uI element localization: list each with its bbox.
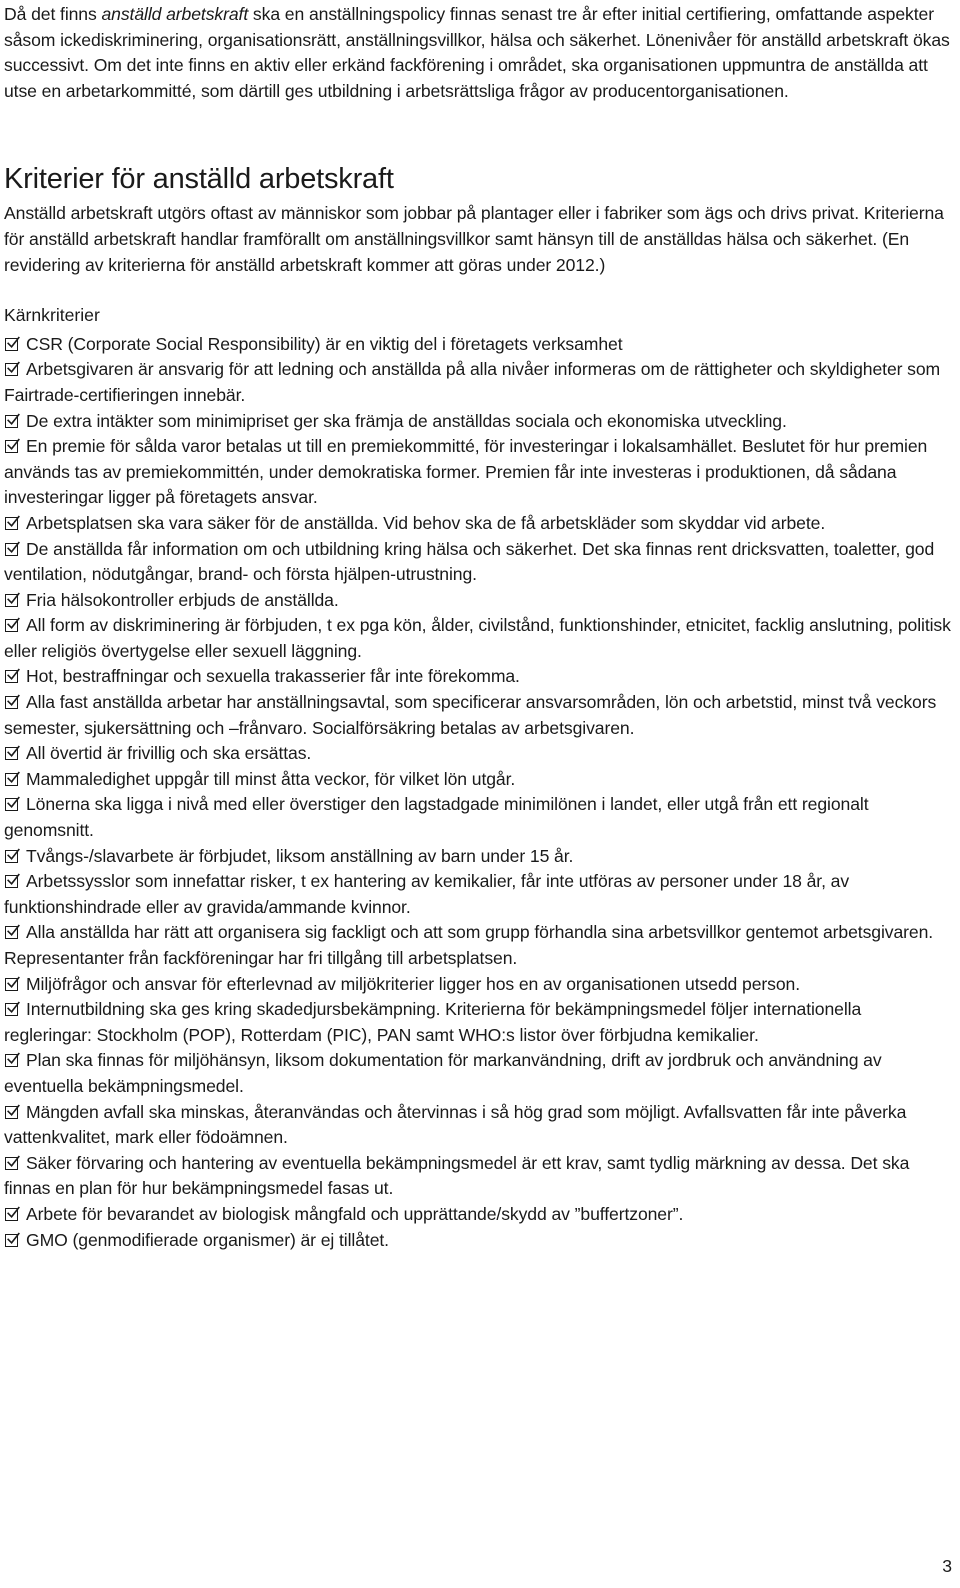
criterion-item xyxy=(4,613,952,664)
checkbox-checked-icon xyxy=(5,594,18,607)
criterion-text: En premie för sålda varor betalas ut till en premiekommitté, för investeringar i lokalsamhället. Beslutet för hur premien används tas av premiekommittén, under demokratiska former. Premien får inte investeras i produktionen, då sådana investeringar ligger på företagets ansvar. xyxy=(4,436,928,508)
checkbox-checked-icon xyxy=(5,338,18,351)
criterion-item xyxy=(4,409,952,435)
intro-emphasis: anställd arbetskraft xyxy=(101,4,249,24)
criterion-item xyxy=(4,332,952,358)
criteria-list xyxy=(4,332,952,1253)
criterion-text: CSR (Corporate Social Responsibility) är en viktig del i företagets verksamhet xyxy=(26,333,623,354)
criterion-item xyxy=(4,357,952,408)
checkbox-checked-icon xyxy=(5,363,18,376)
criterion-text: De anställda får information om och utbildning kring hälsa och säkerhet. Det ska finnas rent dricksvatten, toaletter, god ventilation, nödutgångar, brand- och första hjälpen-utrustning. xyxy=(4,538,935,585)
document-page xyxy=(4,0,952,1253)
checkbox-checked-icon xyxy=(5,619,18,632)
criterion-item xyxy=(4,741,952,767)
criterion-item xyxy=(4,844,952,870)
criterion-text: Internutbildning ska ges kring skadedjursbekämpning. Kriterierna för bekämpningsmedel följer internationella regleringar: Stockholm (POP), Rotterdam (PIC), PAN samt WHO:s listor över förbjudna kemikalier. xyxy=(4,999,862,1045)
criterion-text: Lönerna ska ligga i nivå med eller överstiger den lagstadgade minimilönen i landet, eller utgå från ett regionalt genomsnitt. xyxy=(4,794,869,841)
criterion-item xyxy=(4,537,952,588)
checkbox-checked-icon xyxy=(5,1003,18,1016)
checkbox-checked-icon xyxy=(5,798,18,811)
checkbox-checked-icon xyxy=(5,543,18,556)
criterion-text: All övertid är frivillig och ska ersättas. xyxy=(26,743,312,764)
section-paragraph: Anställd arbetskraft utgörs oftast av människor som jobbar på plantager eller i fabriker som ägs och drivs privat. Kriterierna för anställd arbetskraft handlar framförallt om anställningsvillkor samt hänsyn till de anställdas hälsa och säkerhet. (En revidering av kriterierna för anställd arbetskraft kommer att göras under 2012.) xyxy=(4,203,944,275)
checkbox-checked-icon xyxy=(5,978,18,991)
criterion-item xyxy=(4,792,952,843)
intro-paragraph xyxy=(4,0,952,104)
criterion-item xyxy=(4,920,952,971)
criterion-text: Säker förvaring och hantering av eventuella bekämpningsmedel är ett krav, samt tydlig märkning av dessa. Det ska finnas en plan för hur bekämpningsmedel fasas ut. xyxy=(4,1152,910,1199)
criterion-text: Plan ska finnas för miljöhänsyn, liksom dokumentation för markanvändning, drift av jordbruk och användning av eventuella bekämpningsmedel. xyxy=(4,1050,882,1096)
criterion-item xyxy=(4,511,952,537)
criterion-item xyxy=(4,1151,952,1202)
criterion-text: GMO (genmodifierade organismer) är ej tillåtet. xyxy=(26,1229,389,1250)
criterion-text: Miljöfrågor och ansvar för efterlevnad av miljökriterier ligger hos en av organisationen utsedd person. xyxy=(26,973,801,994)
criterion-text: Hot, bestraffningar och sexuella trakasserier får inte förekomma. xyxy=(26,666,520,687)
criterion-text: Alla fast anställda arbetar har anställningsavtal, som specificerar ansvarsområden, lön och arbetstid, minst två veckors semester, sjukersättning och –frånvaro. Socialförsäkring betalas av arbetsgivaren. xyxy=(4,692,937,738)
criterion-text: Fria hälsokontroller erbjuds de anställda. xyxy=(26,589,339,610)
checkbox-checked-icon xyxy=(5,773,18,786)
criterion-text: Tvångs-/slavarbete är förbjudet, liksom anställning av barn under 15 år. xyxy=(26,845,574,866)
criterion-text: All form av diskriminering är förbjuden, t ex pga kön, ålder, civilstånd, funktionshinder, etnicitet, facklig anslutning, politisk eller religiös övertygelse eller sexuell läggning. xyxy=(4,615,951,661)
criterion-text: Mammaledighet uppgår till minst åtta veckor, för vilket lön utgår. xyxy=(26,768,516,789)
checkbox-checked-icon xyxy=(5,747,18,760)
checkbox-checked-icon xyxy=(5,696,18,709)
criterion-item xyxy=(4,972,952,998)
criterion-text: Arbetssysslor som innefattar risker, t ex hantering av kemikalier, får inte utföras av personer under 18 år, av funktionshindrade eller av gravida/ammande kvinnor. xyxy=(4,871,850,917)
checkbox-checked-icon xyxy=(5,1054,18,1067)
checkbox-checked-icon xyxy=(5,670,18,683)
criterion-text: De extra intäkter som minimipriset ger ska främja de anställdas sociala och ekonomiska utveckling. xyxy=(26,410,787,431)
criterion-text: Mängden avfall ska minskas, återanvändas och återvinnas i så hög grad som möjligt. Avfallsvatten får inte påverka vattenkvalitet, mark eller födoämnen. xyxy=(4,1101,907,1148)
criterion-text: Arbetsgivaren är ansvarig för att ledning och anställda på alla nivåer informeras om de rättigheter och skyldigheter som Fairtrade-certifieringen innebär. xyxy=(4,359,941,405)
section-heading: Kriterier för anställd arbetskraft xyxy=(4,163,394,196)
checkbox-checked-icon xyxy=(5,875,18,888)
criterion-item xyxy=(4,869,952,920)
criterion-item xyxy=(4,588,952,614)
intro-prefix: Då det finns xyxy=(4,4,102,24)
checkbox-checked-icon xyxy=(5,1208,18,1221)
checkbox-checked-icon xyxy=(5,440,18,453)
checkbox-checked-icon xyxy=(5,1157,18,1170)
criterion-item xyxy=(4,1202,952,1228)
criterion-item xyxy=(4,664,952,690)
core-criteria-heading: Kärnkriterier xyxy=(4,305,100,326)
checkbox-checked-icon xyxy=(5,415,18,428)
page-number: 3 xyxy=(942,1556,952,1576)
criterion-item xyxy=(4,1100,952,1151)
intro-rest: ska en anställningspolicy finnas senast tre år efter initial certifiering, omfattande aspekter såsom ickediskriminering, organisationsrätt, anställningsvillkor, hälsa och säkerhet. Lönenivåer för anställd arbetskraft ökas successivt. Om det inte finns en aktiv eller erkänd fackförening i området, ska organisationen uppmuntra de anställda att utse en arbetarkommitté, som därtill ges utbildning i arbetsrättsliga frågor av producentorganisationen. xyxy=(4,4,950,101)
checkbox-checked-icon xyxy=(5,1106,18,1119)
criterion-text: Arbete för bevarandet av biologisk mångfald och upprättande/skydd av ”buffertzoner”. xyxy=(26,1203,684,1224)
criterion-item xyxy=(4,1048,952,1099)
checkbox-checked-icon xyxy=(5,1234,18,1247)
criterion-item xyxy=(4,690,952,741)
criterion-text: Arbetsplatsen ska vara säker för de anställda. Vid behov ska de få arbetskläder som skyddar vid arbete. xyxy=(26,512,826,533)
checkbox-checked-icon xyxy=(5,517,18,530)
criterion-item xyxy=(4,997,952,1048)
criterion-item xyxy=(4,434,952,511)
checkbox-checked-icon xyxy=(5,926,18,939)
criterion-item xyxy=(4,1228,952,1254)
checkbox-checked-icon xyxy=(5,850,18,863)
criterion-item xyxy=(4,767,952,793)
criterion-text: Alla anställda har rätt att organisera sig fackligt och att som grupp förhandla sina arbetsvillkor gentemot arbetsgivaren. Representanter från fackföreningar har fri tillgång till arbetsplatsen. xyxy=(4,922,934,968)
